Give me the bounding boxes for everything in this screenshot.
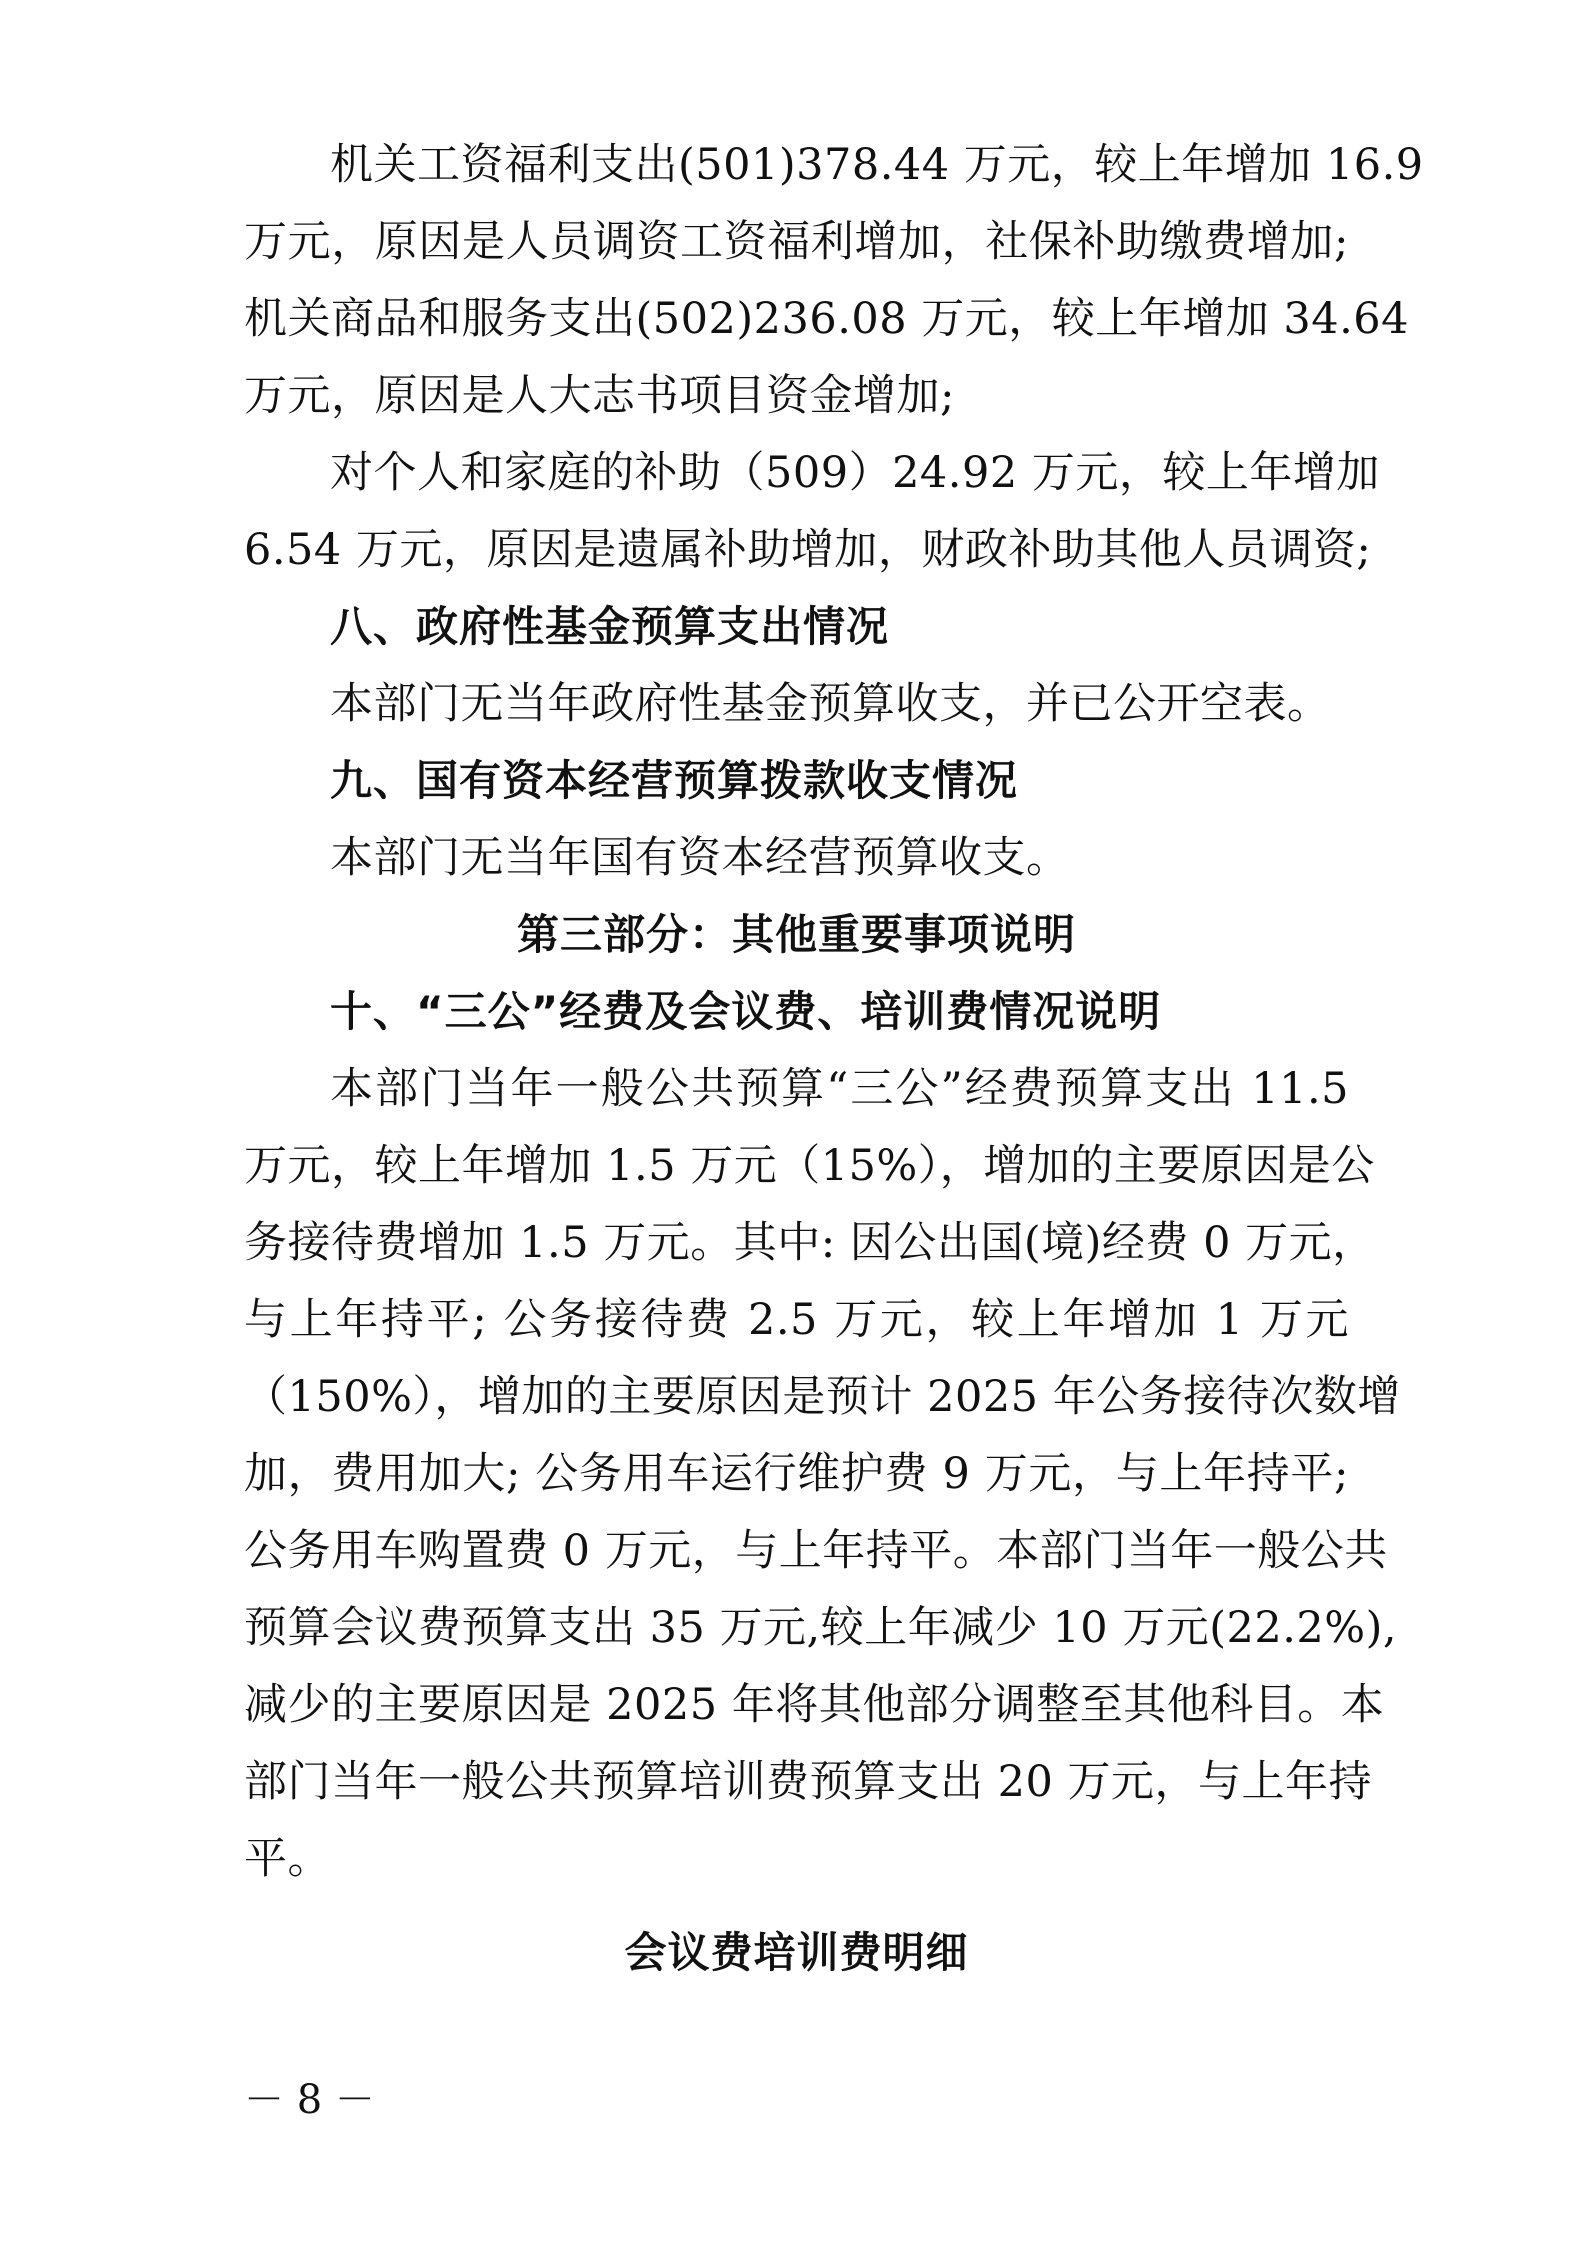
paragraph-line: 与上年持平; 公务接待费 2.5 万元，较上年增加 1 万元 <box>244 1295 1349 1345</box>
paragraph-line: 万元，原因是人大志书项目资金增加; <box>244 371 955 421</box>
paragraph-line: 对个人和家庭的补助（509）24.92 万元，较上年增加 <box>330 448 1380 498</box>
paragraph-line: 本部门无当年政府性基金预算收支，并已公开空表。 <box>330 679 1331 729</box>
part-heading: 第三部分：其他重要事项说明 <box>516 910 1076 959</box>
paragraph-line: 预算会议费预算支出 35 万元,较上年减少 10 万元(22.2%), <box>244 1603 1398 1653</box>
paragraph-line: 部门当年一般公共预算培训费预算支出 20 万元，与上年持 <box>244 1757 1373 1807</box>
paragraph-line: 务接待费增加 1.5 万元。其中: 因公出国(境)经费 0 万元， <box>244 1218 1376 1268</box>
paragraph-line: 加，费用加大; 公务用车运行维护费 9 万元，与上年持平; <box>244 1449 1349 1499</box>
paragraph-line: 机关工资福利支出(501)378.44 万元，较上年增加 16.9 <box>330 140 1424 190</box>
paragraph-line: 本部门无当年国有资本经营预算收支。 <box>330 833 1070 883</box>
paragraph-line: 本部门当年一般公共预算“三公”经费预算支出 11.5 <box>330 1064 1349 1114</box>
paragraph-line: 减少的主要原因是 2025 年将其他部分调整至其他科目。本 <box>244 1680 1385 1730</box>
section-heading-9: 九、国有资本经营预算拨款收支情况 <box>330 756 1019 805</box>
page-number: － 8 － <box>244 2077 375 2123</box>
section-heading-10: 十、“三公”经费及会议费、培训费情况说明 <box>330 987 1162 1036</box>
section-heading-8: 八、政府性基金预算支出情况 <box>330 602 890 651</box>
paragraph-line: 6.54 万元，原因是遗属补助增加，财政补助其他人员调资; <box>244 525 1372 575</box>
paragraph-line: （150%），增加的主要原因是预计 2025 年公务接待次数增 <box>244 1372 1401 1422</box>
table-title: 会议费培训费明细 <box>624 1928 969 1977</box>
paragraph-line: 万元，较上年增加 1.5 万元（15%），增加的主要原因是公 <box>244 1141 1375 1191</box>
paragraph-line: 机关商品和服务支出(502)236.08 万元，较上年增加 34.64 <box>244 294 1410 344</box>
paragraph-line: 公务用车购置费 0 万元，与上年持平。本部门当年一般公共 <box>244 1526 1388 1576</box>
paragraph-line: 万元，原因是人员调资工资福利增加，社保补助缴费增加; <box>244 217 1349 267</box>
paragraph-line: 平。 <box>244 1834 331 1884</box>
